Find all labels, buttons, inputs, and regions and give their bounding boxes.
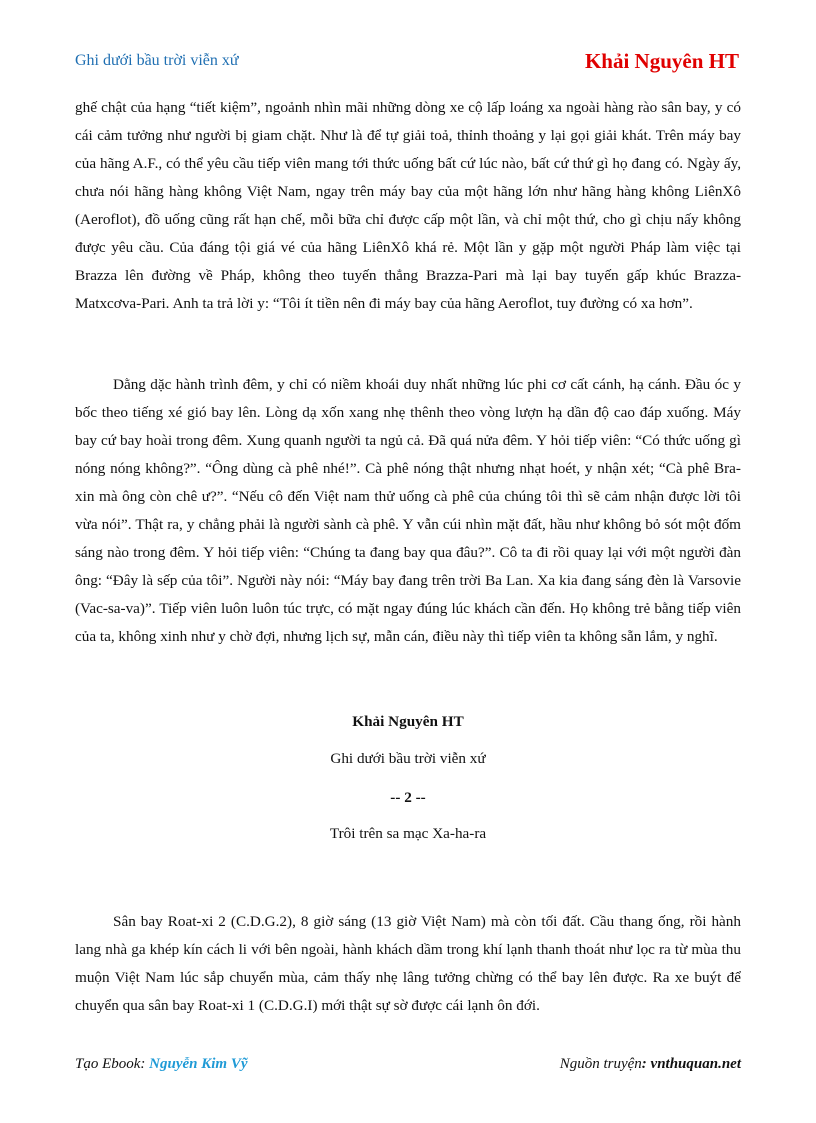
footer-ebook-label: Tạo Ebook bbox=[75, 1056, 141, 1072]
paragraph-text: Dằng dặc hành trình đêm, y chỉ có niềm khoái duy nhất những lúc phi cơ cất cánh, hạ cánh. Đầu óc y bốc theo tiếng xé gió bay lên. Lòng dạ xốn xang nhẹ thênh theo vòng lượn hạ dần độ cao đáp xuống. Máy bay cứ bay hoài trong đêm. Xung quanh người ta ngủ cả. Đã quá nửa đêm. Y hỏi tiếp viên: “Có thức uống gì nóng nóng không?”. “Ông dùng cà phê nhé!”. Cà phê nóng thật nhưng nhạt hoét, y nhận xét; “Cà phê Bra-xin mà ông còn chê ư?”. “Nếu cô đến Việt nam thử uống cà phê của chúng tôi thì sẽ cảm nhận được lời tôi vừa nói”. Thật ra, y chẳng phải là người sành cà phê. Y vẫn cúi nhìn mặt đất, hầu như không bỏ sót một đốm sáng nào trong đêm. Y hỏi tiếp viên: “Chúng ta đang bay qua đâu?”. Cô ta đi rồi quay lại với một người đàn ông: “Đây là sếp của tôi”. Người này nói: “Máy bay đang trên trời Ba Lan. Xa kia đang sáng đèn là Varsovie (Vac-sa-va)”. Tiếp viên luôn luôn túc trực, có mặt ngay đúng lúc khách cần đến. Họ không trẻ bằng tiếp viên của ta, không xinh như y chờ đợi, nhưng lịch sự, mẫn cán, điều này thì tiếp viên ta không sẵn lắm, y nghĩ. bbox=[75, 376, 741, 645]
footer-source-site: vnthuquan.net bbox=[650, 1056, 741, 1072]
footer-source-credit bbox=[560, 1056, 741, 1073]
header-author: Khải Nguyên HT bbox=[584, 49, 739, 73]
paragraph-text: ghế chật của hạng “tiết kiệm”, ngoảnh nhìn mãi những dòng xe cộ lấp loáng xa ngoài hàng rào sân bay, y có cái cảm tưởng như người bị giam chặt. Như là để tự giải toả, thỉnh thoảng y lại gọi giải khát. Trên máy bay của hãng A.F., có thể yêu cầu tiếp viên mang tới thức uống bất cứ lúc nào, bất cứ thứ gì họ đang có. Ngày ấy, chưa nói hãng hàng không Việt Nam, ngay trên máy bay của một hãng lớn như hãng hàng không LiênXô (Aeroflot), đồ uống cũng rất hạn chế, mỗi bữa chỉ được cấp một lần, và chỉ một thứ, cho gì chịu nấy không được yêu cầu. Của đáng tội giá vé của hãng LiênXô khá rẻ. Một lần y gặp một người Pháp làm việc tại Brazza lên đường về Pháp, không theo tuyến thẳng Brazza-Pari mà lại bay tuyến gấp khúc Brazza-Matxcơva-Pari. Anh ta trả lời y: “Tôi ít tiền nên đi máy bay của hãng Aeroflot, tuy đường có xa hơn”. bbox=[75, 99, 741, 312]
footer-ebook-credit bbox=[75, 1056, 248, 1073]
section-book-title: Ghi dưới bầu trời viễn xứ bbox=[330, 750, 486, 767]
paragraph-text: Sân bay Roat-xi 2 (C.D.G.2), 8 giờ sáng (13 giờ Việt Nam) mà còn tối đất. Cầu thang ống, rồi hành lang nhà ga khép kín cách li với bên ngoài, hành khách dầm trong khí lạnh thanh thoát như lọc ra từ mùa thu muộn Việt Nam lúc sắp chuyển mùa, cảm thấy nhẹ lâng tưởng chừng có thể bay lên được. Ra xe buýt để chuyển qua sân bay Roat-xi 1 (C.D.G.I) mới thật sự sờ được cái lạnh ôn đới. bbox=[75, 913, 741, 1014]
footer-source-sep: : bbox=[641, 1056, 651, 1072]
section-author: Khải Nguyên HT bbox=[352, 713, 464, 730]
header-book-title: Ghi dưới bầu trời viễn xứ bbox=[75, 52, 239, 69]
section-number: -- 2 -- bbox=[390, 789, 426, 806]
footer-source-label: Nguồn truyện bbox=[559, 1056, 642, 1072]
paragraph-2 bbox=[75, 371, 741, 651]
chapter-title: Trôi trên sa mạc Xa-ha-ra bbox=[329, 825, 487, 842]
footer-ebook-sep: : bbox=[140, 1056, 150, 1072]
paragraph-3 bbox=[75, 908, 741, 1020]
footer-ebook-name: Nguyễn Kim Vỹ bbox=[149, 1056, 248, 1072]
paragraph-1 bbox=[75, 94, 741, 318]
